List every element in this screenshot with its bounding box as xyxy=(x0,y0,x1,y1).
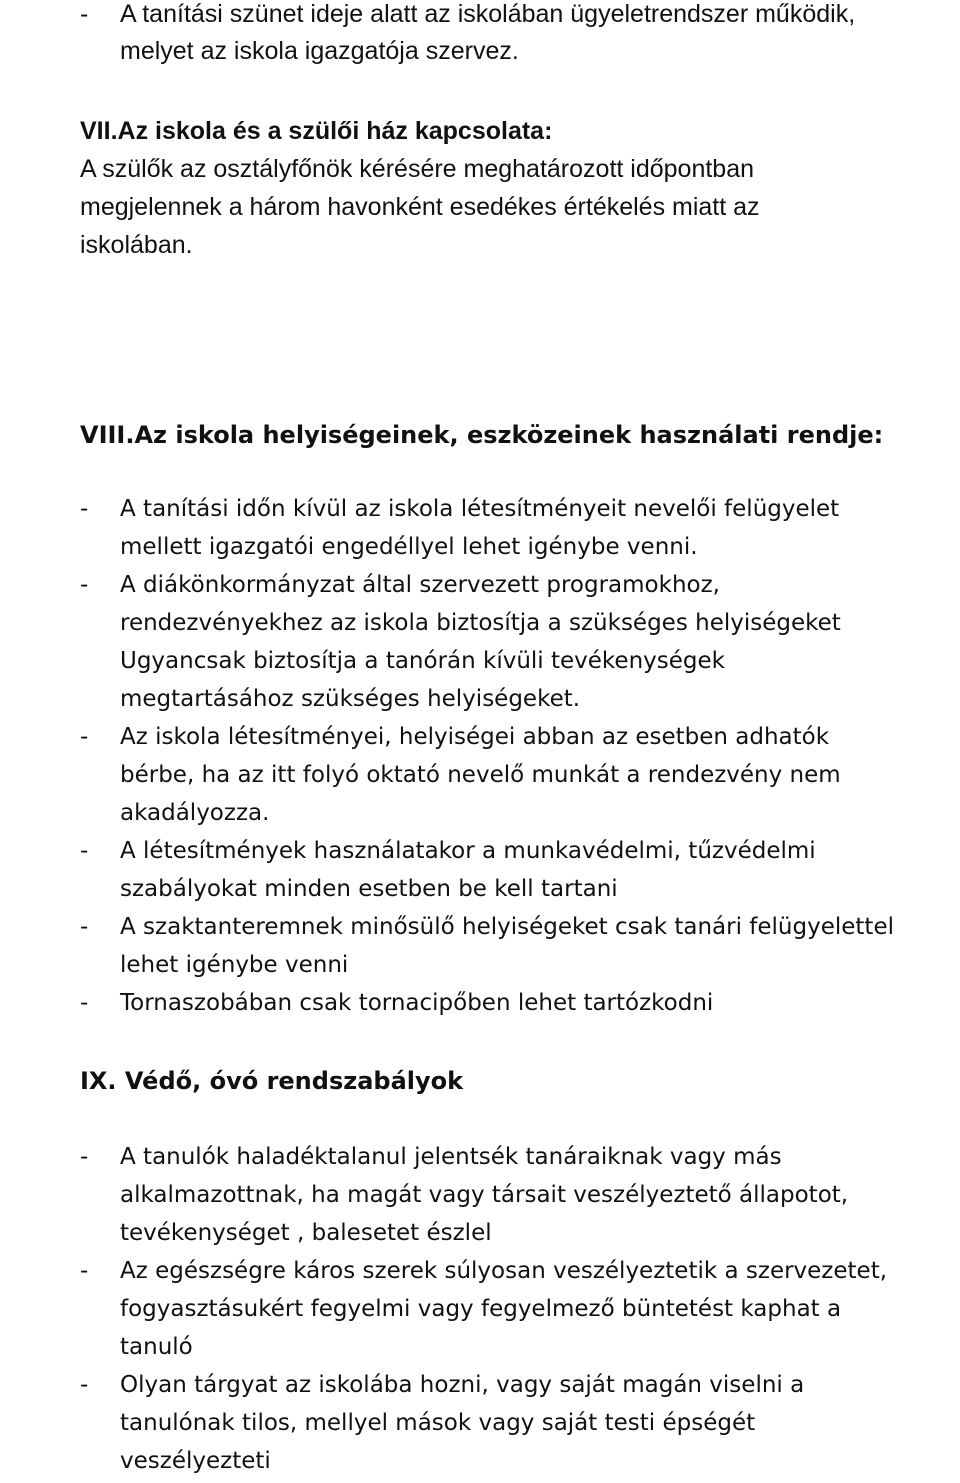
list-item-line: szabályokat minden esetben be kell tartani xyxy=(120,876,618,902)
list-item-line: tanuló xyxy=(120,1334,193,1360)
list-dash: - xyxy=(80,838,89,864)
list-item-line: megtartásához szükséges helyiségeket. xyxy=(120,686,581,712)
list-item-line: Tornaszobában csak tornacipőben lehet tartózkodni xyxy=(120,990,714,1016)
list-item-line: Az iskola létesítményei, helyiségei abban az esetben adhatók xyxy=(120,724,830,750)
list-item-line: Az egészségre káros szerek súlyosan veszélyeztetik a szervezetet, xyxy=(120,1258,888,1284)
list-item-line: A tanulók haladéktalanul jelentsék tanáraiknak vagy más xyxy=(120,1144,782,1170)
list-item-line: A tanítási szünet ideje alatt az iskolában ügyeletrendszer működik, xyxy=(120,0,856,28)
list-item-line: Ugyancsak biztosítja a tanórán kívüli tevékenységek xyxy=(120,648,725,674)
list-dash: - xyxy=(80,0,89,28)
list-dash: - xyxy=(80,496,89,522)
list-item-line: fogyasztásukért fegyelmi vagy fegyelmező büntetést kaphat a xyxy=(120,1296,842,1322)
section-9-heading: IX. Védő, óvó rendszabályok xyxy=(80,1067,464,1095)
list-dash: - xyxy=(80,1372,89,1398)
list-item-line: A szaktanteremnek minősülő helyiségeket csak tanári felügyelettel xyxy=(120,914,894,940)
list-item-line: rendezvényekhez az iskola biztosítja a szükséges helyiségeket xyxy=(120,610,841,636)
list-item-line: Olyan tárgyat az iskolába hozni, vagy saját magán viselni a xyxy=(120,1372,805,1398)
section-7-heading: VII.Az iskola és a szülői ház kapcsolata: xyxy=(80,117,553,145)
list-dash: - xyxy=(80,1258,89,1284)
list-item-line: akadályozza. xyxy=(120,800,270,826)
list-item-line: alkalmazottnak, ha magát vagy társait veszélyeztető állapotot, xyxy=(120,1182,849,1208)
list-item-line: A létesítmények használatakor a munkavédelmi, tűzvédelmi xyxy=(120,838,816,864)
list-item-line: lehet igénybe venni xyxy=(120,952,349,978)
list-dash: - xyxy=(80,724,89,750)
list-item-line: A tanítási időn kívül az iskola létesítményeit nevelői felügyelet xyxy=(120,496,840,522)
list-item-line: veszélyezteti xyxy=(120,1448,271,1474)
list-dash: - xyxy=(80,572,89,598)
section-7-text-line: A szülők az osztályfőnök kérésére meghatározott időpontban xyxy=(80,155,755,183)
list-dash: - xyxy=(80,990,89,1016)
section-8-heading: VIII.Az iskola helyiségeinek, eszközeinek használati rendje: xyxy=(80,421,884,449)
list-item-line: A diákönkormányzat által szervezett programokhoz, xyxy=(120,572,720,598)
list-dash: - xyxy=(80,914,89,940)
list-item-line: melyet az iskola igazgatója szervez. xyxy=(120,37,519,65)
section-7-text-line: iskolában. xyxy=(80,231,193,259)
list-item-line: bérbe, ha az itt folyó oktató nevelő munkát a rendezvény nem xyxy=(120,762,841,788)
section-7-text-line: megjelennek a három havonként esedékes értékelés miatt az xyxy=(80,193,760,221)
list-item-line: tanulónak tilos, mellyel mások vagy saját testi épségét xyxy=(120,1410,756,1436)
list-dash: - xyxy=(80,1144,89,1170)
list-item-line: tevékenységet , balesetet észlel xyxy=(120,1220,492,1246)
list-item-line: mellett igazgatói engedéllyel lehet igénybe venni. xyxy=(120,534,698,560)
